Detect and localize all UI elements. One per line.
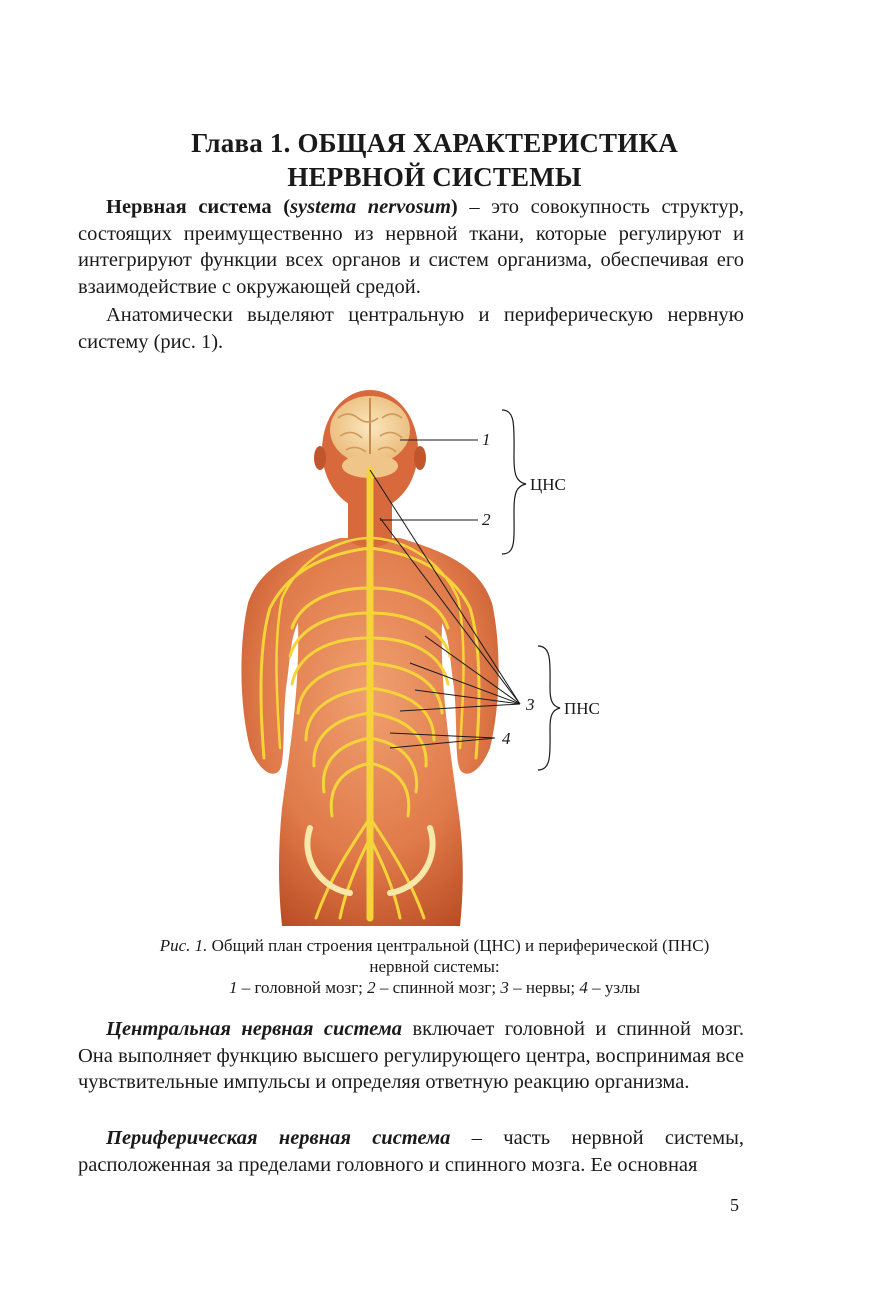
figure-caption: [60, 935, 809, 998]
legend-value-1: – головной мозг;: [237, 978, 368, 997]
chapter-title-line-2: НЕРВНОЙ СИСТЕМЫ: [287, 162, 582, 193]
pns-paragraph: [78, 1125, 744, 1178]
legend-value-3: – нервы;: [508, 978, 580, 997]
pns-text: – часть нервной системы, расположенная за пределами головного и спинного мозга. Ее основная: [78, 1127, 744, 1176]
legend-key-3: 3: [500, 978, 509, 997]
intro-term-latin: systema nervosum: [290, 196, 451, 218]
caption-legend: [60, 977, 809, 998]
caption-text-1: Общий план строения центральной (ЦНС) и периферической (ПНС): [207, 936, 710, 955]
intro-term-close: ): [450, 196, 458, 218]
label-2: 2: [482, 510, 491, 529]
label-4: 4: [502, 729, 511, 748]
cns-paragraph: [78, 1016, 744, 1096]
intro-text: – это совокупность структур, состоящих преимущественно из нервной ткани, которые регулируют и интегрируют функции всех органов и систем организма, обеспечивая его взаимодействие с окружающей средой.: [78, 196, 744, 298]
caption-prefix: Рис. 1.: [159, 936, 208, 955]
page-number: 5: [730, 1195, 739, 1215]
legend-key-2: 2: [367, 978, 376, 997]
anatomy-paragraph: Анатомически выделяют центральную и периферическую нервную систему (рис. 1).: [78, 304, 744, 353]
legend-key-4: 4: [579, 978, 588, 997]
label-pns: ПНС: [564, 699, 600, 718]
label-1: 1: [482, 430, 491, 449]
cns-text: включает головной и спинной мозг. Она выполняет функцию высшего регулирующего центра, воспринимая все чувствительные импульсы и определяя ответную реакцию организма.: [78, 1018, 744, 1093]
legend-value-4: – узлы: [587, 978, 641, 997]
label-3: 3: [526, 695, 535, 714]
pns-term: Периферическая нервная система: [106, 1127, 451, 1149]
cns-term: Центральная нервная система: [106, 1018, 403, 1040]
legend-value-2: – спинной мозг;: [375, 978, 501, 997]
braces: [502, 410, 560, 770]
label-cns: ЦНС: [530, 475, 566, 494]
intro-term: Нервная система (: [106, 196, 291, 218]
legend-key-1: 1: [228, 978, 238, 997]
nervous-system-figure: [220, 388, 620, 926]
intro-paragraph: [78, 194, 744, 300]
chapter-title-line-1: Глава 1. ОБЩАЯ ХАРАКТЕРИСТИКА: [191, 128, 678, 159]
caption-line-1: [60, 935, 809, 956]
caption-line-2: нервной системы:: [369, 957, 500, 976]
chapter-title: [0, 126, 869, 194]
